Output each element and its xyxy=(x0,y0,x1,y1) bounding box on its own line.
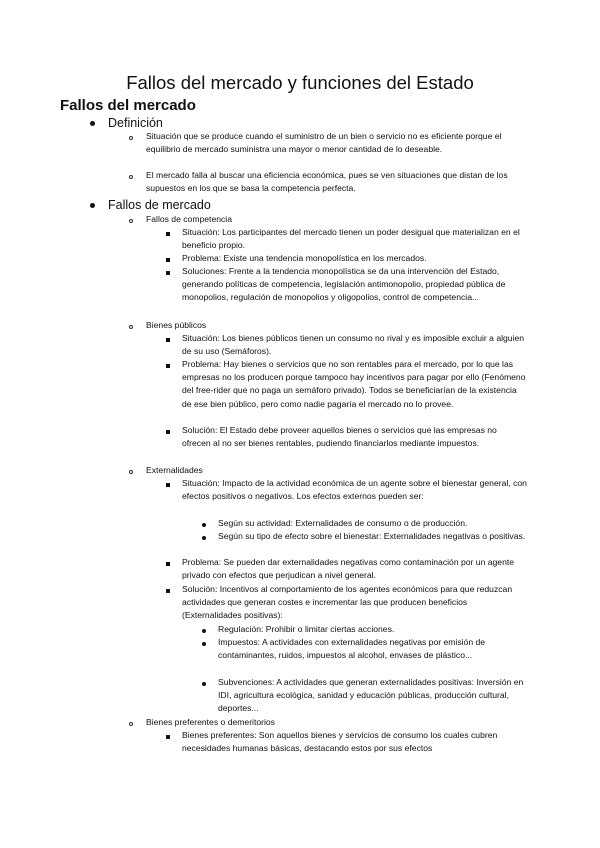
bullet-icon xyxy=(202,523,206,527)
hollow-bullet-icon xyxy=(129,470,133,474)
square-bullet-icon xyxy=(166,364,170,368)
page-title: Fallos del mercado y funciones del Estado xyxy=(126,72,474,93)
subsection-label: Bienes públicos xyxy=(146,320,207,330)
bullet-icon xyxy=(90,203,95,208)
list-text: Problema: Se pueden dar externalidades negativas como contaminación por un agente privado con efectos que perjudican a nivel general. xyxy=(182,557,515,581)
list-item-fallos: Fallos de mercado xyxy=(108,198,211,212)
subsection-label: Fallos de competencia xyxy=(146,214,232,224)
list-text: Según su actividad: Externalidades de consumo o de producción. xyxy=(218,518,468,528)
bullet-icon xyxy=(202,682,206,686)
square-bullet-icon xyxy=(166,430,170,434)
definition-text: El mercado falla al buscar una eficiencia económica, pues se ven situaciones que distan de los supuestos en los que se basa la competencia perfecta. xyxy=(146,170,508,194)
list-text: Problema: Existe una tendencia monopolística en los mercados. xyxy=(182,253,427,263)
section-heading: Fallos del mercado xyxy=(60,97,196,114)
definition-text: Situación que se produce cuando el suministro de un bien o servicio no es eficiente porque el equilibrio de mercado suministra una mayor o menor cantidad de lo deseable. xyxy=(146,131,502,155)
list-text: Solución: El Estado debe proveer aquellos bienes o servicios que las empresas no ofrecen al no ser bienes rentables, pudiendo financiarlos mediante impuestos. xyxy=(182,425,497,449)
square-bullet-icon xyxy=(166,735,170,739)
bullet-icon xyxy=(90,121,95,126)
bullet-icon xyxy=(202,536,206,540)
list-text: Solución: Incentivos al comportamiento de los agentes económicos para que reduzcan actividades que generan costes e incrementar las que producen beneficios (Externalidades positivas): xyxy=(182,584,513,621)
square-bullet-icon xyxy=(166,338,170,342)
bullet-icon xyxy=(202,642,206,646)
list-text: Problema: Hay bienes o servicios que no son rentables para el mercado, por lo que las empresas no los producen porque tampoco hay incentivos para pagar por ello (Fenómeno del free-rider que no paga un semáforo privado). Todos se beneficiarían de la existencia de ese bien público, pero como nadie pagaría el mercado no lo provee. xyxy=(182,359,526,409)
square-bullet-icon xyxy=(166,589,170,593)
square-bullet-icon xyxy=(166,562,170,566)
square-bullet-icon xyxy=(166,483,170,487)
list-text: Subvenciones: A actividades que generan externalidades positivas: Inversión en IDI, agricultura ecológica, sanidad y educación públicas, producción cultural, deportes... xyxy=(218,677,524,714)
square-bullet-icon xyxy=(166,271,170,275)
list-text: Situación: Impacto de la actividad económica de un agente sobre el bienestar general, con efectos positivos o negativos. Los efectos externos pueden ser: xyxy=(182,478,527,502)
list-text: Bienes preferentes: Son aquellos bienes y servicios de consumo los cuales cubren necesidades humanas básicas, destacando estos por sus efectos xyxy=(182,730,498,754)
hollow-bullet-icon xyxy=(129,325,133,329)
list-text: Soluciones: Frente a la tendencia monopolística se da una intervención del Estado, generando políticas de competencia, legislación antimonopolio, propiedad pública de monopolios, regulación de monopolios y oligopolios, control de competencia... xyxy=(182,266,506,303)
hollow-bullet-icon xyxy=(129,722,133,726)
list-text: Según su tipo de efecto sobre el bienestar: Externalidades negativas o positivas. xyxy=(218,531,526,541)
list-item-definicion: Definición xyxy=(108,116,163,130)
list-text: Situación: Los bienes públicos tienen un consumo no rival y es imposible excluir a alguien de su uso (Semáforos). xyxy=(182,333,525,357)
list-text: Impuestos: A actividades con externalidades negativas por emisión de contaminantes, ruidos, impuestos al alcohol, envases de plástico... xyxy=(218,637,486,661)
hollow-bullet-icon xyxy=(129,136,133,140)
bullet-icon xyxy=(202,629,206,633)
subsection-label: Externalidades xyxy=(146,465,203,475)
list-text: Regulación: Prohibir o limitar ciertas acciones. xyxy=(218,624,395,634)
hollow-bullet-icon xyxy=(129,219,133,223)
subsection-label: Bienes preferentes o demeritorios xyxy=(146,717,275,727)
list-text: Situación: Los participantes del mercado tienen un poder desigual que materializan en el beneficio propio. xyxy=(182,227,520,251)
hollow-bullet-icon xyxy=(129,175,133,179)
square-bullet-icon xyxy=(166,258,170,262)
square-bullet-icon xyxy=(166,232,170,236)
